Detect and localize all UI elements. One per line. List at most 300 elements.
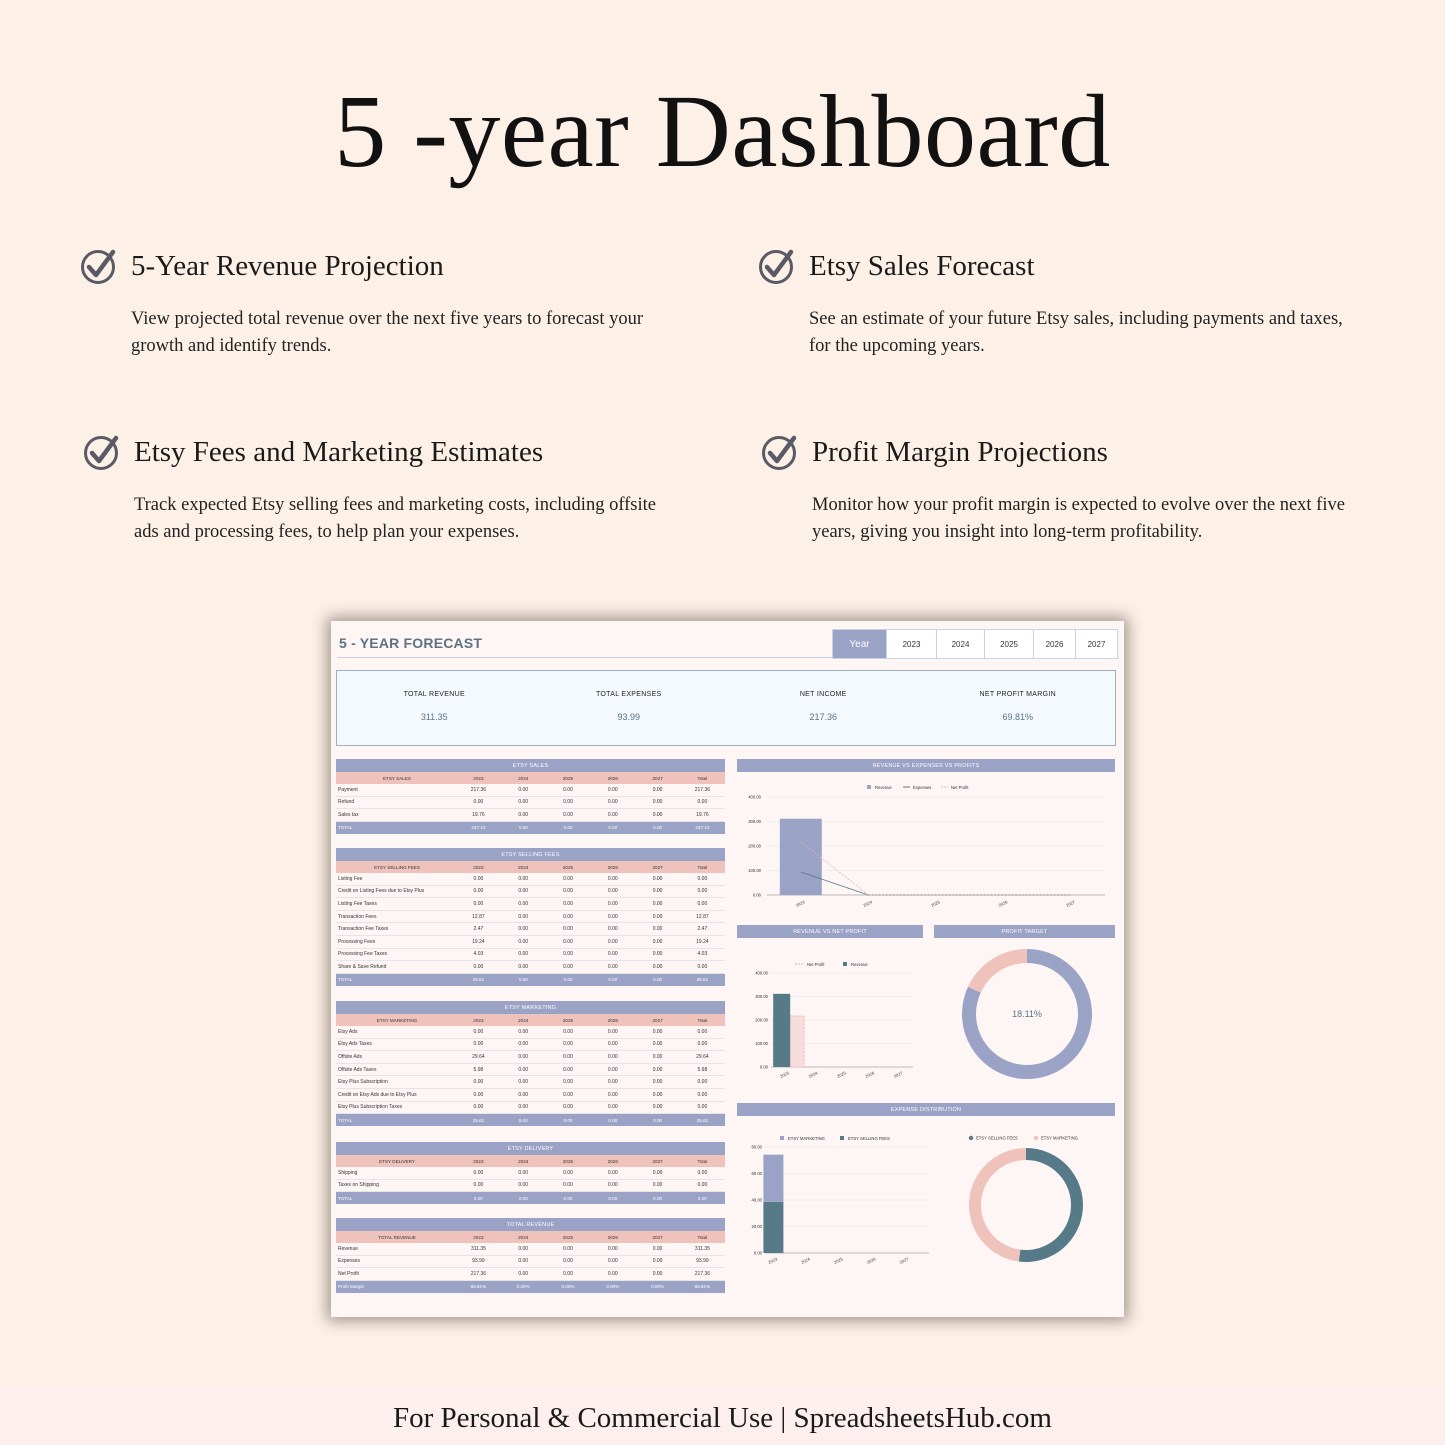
column-header: 2025 [562,864,574,870]
table-cell: 0.00 [518,913,529,920]
table-cell: 19.24 [472,938,485,945]
table-cell: 0.00 [473,799,484,806]
table-cell: 69.81% [694,1284,711,1290]
table-cell: 0.00 [697,1041,708,1048]
kpi-net-profit-margin [921,671,1116,745]
column-header: ETSY SALES [382,775,411,781]
table-row [336,784,725,797]
x-tick-label: 2027 [1065,899,1076,908]
table-cell: 0.00% [516,1284,530,1290]
table-row [336,1256,725,1269]
table-etsy-delivery [336,1142,725,1204]
table-cell: 0.00 [652,900,663,907]
table-cell: 0.00 [653,977,663,983]
chart-title-expense-distribution: EXPENSE DISTRIBUTION [737,1103,1115,1116]
tab-2026[interactable]: 2026 [1033,630,1075,658]
dashboard-screenshot [331,621,1124,1317]
tab-2023[interactable]: 2023 [886,630,936,658]
table-cell: 0.00 [518,1117,528,1123]
line-expenses [801,872,1071,895]
table-cell: 0.00 [607,1104,618,1111]
legend-swatch [843,962,847,966]
table-row [336,1026,725,1039]
y-tick-label: 100.00 [748,868,761,873]
table-cell: 93.99 [696,1258,709,1265]
row-label: Credit on Listing Fees due to Etsy Plus [338,888,425,895]
table-cell: 0.00 [563,1028,573,1035]
y-tick-label: 0.00 [752,892,761,898]
tab-year[interactable]: Year [833,630,886,658]
row-label: Etsy Plus Subscription [338,1079,388,1086]
table-cell: 0.00 [697,1169,708,1176]
table-cell: 0.00 [607,1169,618,1176]
table-cell: 0.00 [652,811,663,818]
table-cell: 0.00 [652,1041,663,1048]
table-cell: 0.00 [652,888,663,895]
table-cell: 0.00 [518,1066,529,1073]
table-cell: 0.00 [607,963,618,970]
table-cell: 0.00 [697,1104,708,1111]
row-label: Transaction Fee Taxes [338,926,389,933]
table-cell: 0.00 [518,938,529,945]
table-cell: 19.76 [696,811,709,818]
table-cell: 0.00 [652,963,663,970]
row-label: Payment [338,786,358,793]
check-circle-icon [760,432,800,472]
table-cell: 0.00 [607,1245,618,1252]
table-cell: 0.00 [653,825,663,831]
table-cell: 0.00 [652,1182,663,1189]
table-etsy-sales [336,759,725,834]
column-header: Total [697,864,708,870]
table-cell: 0.00 [563,1245,573,1252]
table-cell: 0.00 [563,1079,573,1086]
table-cell: 0.00 [518,1245,529,1252]
table-cell: 0.00 [473,900,484,907]
table-cell: 0.00 [652,1245,663,1252]
table-cell: 12.87 [472,913,485,920]
table-cell: 0.00 [697,1182,708,1189]
row-label: Credit on Etsy Ads due to Etsy Plus [338,1091,417,1098]
row-label: Etsy Plus Subscription Taxes [338,1104,403,1111]
table-cell: 0.00 [518,825,528,831]
table-cell: 0.00 [518,1079,529,1086]
legend-swatch [840,1136,844,1140]
row-label: Offsite Ads Taxes [338,1066,377,1073]
row-label: Sales tax [338,811,359,818]
table-cell: 0.00 [518,1104,529,1111]
legend-swatch [969,1136,973,1140]
kpi-net-income [726,671,921,745]
table-cell: 38.61 [472,977,485,983]
feature-title: Profit Margin Projections [812,435,1108,468]
table-total-row [336,1281,725,1293]
table-cell: 0.00 [518,1041,529,1048]
table-cell: 0.00 [518,926,529,933]
column-header: 2025 [562,775,574,781]
table-cell: 0.00 [563,888,573,895]
y-tick-label: 0.00 [753,1250,762,1256]
table-cell: 0.00 [607,951,618,958]
table-cell: 4.03 [697,951,708,958]
x-tick-label: 2023 [767,1256,779,1265]
column-header: 2025 [562,1017,574,1023]
x-tick-label: 2023 [794,899,806,908]
table-cell: 0.00 [652,1066,663,1073]
table-cell: 0.00 [652,1028,663,1035]
column-header: Total [697,775,708,781]
table-cell: 0.00 [563,1066,573,1073]
table-row [336,1102,725,1115]
table-cell: 0.00 [607,1053,618,1060]
table-total-row [336,1192,725,1204]
feature-revenue-projection [79,246,679,360]
table-header [336,861,725,873]
row-label: Share & Save Refund [338,963,387,970]
row-label: Processing Fees [338,938,376,945]
table-header [336,772,725,784]
table-cell: 0.00 [652,1258,663,1265]
table-row [336,1268,725,1281]
table-cell: 0.00 [563,1258,573,1265]
legend-label: ETSY MARKETING [1041,1135,1078,1141]
feature-title: Etsy Fees and Marketing Estimates [134,435,544,468]
row-label: Expenses [338,1258,360,1265]
table-cell: 5.98 [473,1066,484,1073]
y-tick-label: 200.00 [755,1017,768,1023]
table-title: ETSY SALES [336,759,725,772]
row-label: Etsy Ads [338,1028,358,1035]
table-cell: 0.00 [518,811,529,818]
table-cell: 0.00 [652,1091,663,1098]
column-header: 2025 [562,1158,574,1164]
feature-description: See an estimate of your future Etsy sales, including payments and taxes, for the upcoming years. [809,309,1343,356]
table-cell: 0.00 [652,913,663,920]
table-row [336,797,725,810]
x-tick-label: 2026 [997,899,1009,908]
table-row [336,949,725,962]
table-cell: 0.00 [518,963,529,970]
table-cell: 0.00 [607,888,618,895]
kpi-value: 217.36 [809,712,838,722]
table-total-row [336,1114,725,1126]
table-row [336,1089,725,1102]
column-header: 2023 [473,775,484,781]
table-row [336,898,725,911]
table-cell: 69.81% [470,1284,487,1290]
column-header: 2024 [518,1017,529,1023]
table-cell: 0.00 [473,1195,483,1201]
profit-target-chart [934,939,1115,1089]
table-cell: 0.00 [607,1182,618,1189]
table-cell: 0.00 [518,951,529,958]
column-header: 2024 [518,1234,529,1240]
column-header: TOTAL REVENUE [378,1234,416,1240]
legend-swatch [780,1136,784,1140]
row-label: Offsite Ads [338,1053,363,1060]
table-cell: 0.00 [518,900,529,907]
table-cell: 0.00 [652,799,663,806]
table-cell: 29.64 [696,1053,709,1060]
table-cell: 0.00 [563,1041,573,1048]
dashboard-title: 5 - YEAR FORECAST [339,635,483,651]
table-cell: 0.00 [473,1041,484,1048]
table-cell: 0.00 [697,1195,707,1201]
table-row [336,1051,725,1064]
table-cell: 0.00 [697,900,708,907]
table-cell: 0.00 [608,1195,618,1201]
table-row [336,1243,725,1256]
column-header: 2026 [607,1234,618,1240]
table-cell: 0.00 [652,875,663,882]
x-tick-label: 2025 [833,1256,844,1265]
column-header: 2023 [473,1234,484,1240]
table-cell: 0.00 [563,1091,573,1098]
table-cell: 0.00 [473,888,484,895]
table-cell: 0.00 [473,1169,484,1176]
table-cell: 0.00 [607,926,618,933]
kpi-value: 93.99 [617,712,641,722]
table-cell: 0.00 [607,900,618,907]
table-cell: 0.00 [473,1104,484,1111]
column-header: 2027 [652,1158,663,1164]
table-cell: 0.00 [652,938,663,945]
row-label: Etsy Ads Taxes [338,1041,372,1048]
table-etsy-selling-fees [336,848,725,986]
table-cell: 0.00 [473,1028,484,1035]
line-net-profit [801,842,1071,895]
table-cell: 0.00 [563,786,573,793]
table-cell: 0.00 [607,1091,618,1098]
column-header: ETSY SELLING FEES [374,864,420,870]
column-header: ETSY MARKETING [376,1017,418,1023]
table-cell: 0.00 [607,1066,618,1073]
table-title: ETSY SELLING FEES [336,848,725,861]
table-cell: 0.00 [473,1079,484,1086]
table-cell: 0.00 [518,1091,529,1098]
chart-title-rev-exp-profit: REVENUE VS EXPENSES VS PROFITS [737,759,1115,772]
kpi-value: 311.35 [420,712,448,722]
donut-center-label: 18.11% [1012,1009,1042,1019]
table-cell: 311.35 [694,1245,710,1252]
table-header [336,1231,725,1243]
row-label: TOTAL [338,977,353,983]
bar-marketing [763,1155,783,1202]
table-cell: 0.00 [563,1195,573,1201]
table-cell: 0.00% [651,1284,665,1290]
tab-2024[interactable]: 2024 [936,630,984,658]
kpi-label: NET INCOME [799,691,847,698]
column-header: 2026 [607,864,618,870]
table-cell: 217.36 [470,786,487,793]
table-cell: 35.62 [696,1117,709,1123]
table-cell: 0.00 [518,1053,529,1060]
x-tick-label: 2023 [779,1070,790,1079]
table-cell: 19.24 [696,938,709,945]
tab-2027[interactable]: 2027 [1075,630,1117,658]
y-tick-label: 300.00 [748,819,761,824]
row-label: TOTAL [338,825,353,831]
kpi-label: NET PROFIT MARGIN [979,691,1056,698]
feature-description: Track expected Etsy selling fees and marketing costs, including offsite ads and processing fees, to help plan your expenses. [134,495,656,542]
y-tick-label: 300.00 [755,994,768,999]
table-cell: 0.00 [697,888,708,895]
page-title: 5 -year Dashboard [334,74,1111,189]
legend-swatch [867,785,871,789]
legend-label: Expenses [913,785,932,790]
table-cell: 0.00 [607,1270,618,1277]
feature-description: Monitor how your profit margin is expected to evolve over the next five years, giving you insight into long-term profitability. [812,495,1345,542]
table-cell: 0.00 [563,1053,573,1060]
y-tick-label: 20.00 [751,1224,762,1229]
table-cell: 0.00 [563,1270,573,1277]
feature-title: 5-Year Revenue Projection [131,249,444,282]
table-row [336,1180,725,1193]
column-header: 2027 [652,1234,663,1240]
table-cell: 93.99 [472,1258,485,1265]
x-tick-label: 2025 [836,1070,847,1079]
table-cell: 5.98 [697,1066,708,1073]
table-etsy-marketing [336,1001,725,1126]
table-cell: 0.00 [653,1195,663,1201]
table-cell: 0.00 [652,951,663,958]
donut-slice [968,949,1027,993]
table-cell: 0.00 [607,938,618,945]
table-title: ETSY MARKETING [336,1001,725,1014]
y-tick-label: 80.00 [751,1144,762,1150]
table-cell: 0.00 [563,951,573,958]
column-header: 2026 [607,775,618,781]
kpi-label: TOTAL REVENUE [403,691,465,698]
x-tick-label: 2026 [864,1070,876,1079]
table-cell: 217.36 [694,1270,711,1277]
table-cell: 0.00 [563,799,573,806]
table-cell: 2.47 [473,926,484,933]
legend-label: Revenue [851,962,868,967]
table-cell: 0.00 [518,875,529,882]
expense-distribution-bar-chart [737,1117,933,1277]
table-cell: 217.36 [470,1270,487,1277]
table-cell: 0.00 [563,900,573,907]
table-cell: 0.00 [652,786,663,793]
table-cell: 0.00 [473,1182,484,1189]
footer-text: For Personal & Commercial Use | SpreadsheetsHub.com [0,1388,1445,1445]
kpi-label: TOTAL EXPENSES [595,691,662,698]
column-header: 2024 [518,864,529,870]
table-cell: 0.00 [563,926,573,933]
table-cell: 0.00 [563,1104,573,1111]
table-cell: 0.00 [607,811,618,818]
table-cell: 0.00 [608,825,618,831]
y-tick-label: 400.00 [755,970,768,976]
legend-label: Net Profit [951,785,969,790]
legend-swatch [1034,1136,1038,1140]
kpi-value: 69.81% [1002,712,1034,722]
legend-label: Net Profit [807,962,825,967]
table-cell: 0.00% [561,1284,575,1290]
table-cell: 0.00 [563,938,573,945]
table-row [336,911,725,924]
tab-2025[interactable]: 2025 [984,630,1033,658]
column-header: 2023 [473,1017,484,1023]
row-label: Revenue [338,1245,359,1252]
table-cell: 0.00 [607,875,618,882]
table-cell: 0.00 [518,786,529,793]
table-cell: 0.00 [563,1182,573,1189]
column-header: 2027 [652,775,663,781]
table-cell: 38.61 [696,977,709,983]
table-cell: 0.00 [652,1053,663,1060]
table-cell: 0.00 [697,1079,708,1086]
table-cell: 311.35 [470,1245,486,1252]
legend-label: Revenue [875,785,892,790]
table-cell: 4.03 [473,951,484,958]
x-tick-label: 2024 [807,1070,819,1079]
table-cell: 0.00 [652,1270,663,1277]
table-title: ETSY DELIVERY [336,1142,725,1155]
table-title: TOTAL REVENUE [336,1218,725,1231]
table-row [336,1076,725,1089]
table-cell: 0.00 [518,1169,529,1176]
y-tick-label: 100.00 [755,1041,768,1046]
row-label: Net Profit [338,1270,359,1277]
table-cell: 12.87 [696,913,709,920]
column-header: Total [697,1017,708,1023]
table-row [336,886,725,899]
table-cell: 0.00 [518,888,529,895]
table-row [336,1039,725,1052]
row-label: Processing Fee Taxes [338,951,388,958]
revenue-expenses-profits-chart [737,773,1115,913]
row-label: Listing Fee Taxes [338,900,377,907]
table-cell: 0.00 [607,1041,618,1048]
table-cell: 0.00 [652,1079,663,1086]
table-cell: 0.00 [473,875,484,882]
x-tick-label: 2026 [865,1256,877,1265]
column-header: 2027 [652,1017,663,1023]
column-header: Total [697,1158,708,1164]
table-cell: 237.12 [471,825,486,831]
table-cell: 0.00 [563,977,573,983]
table-row [336,923,725,936]
feature-description: View projected total revenue over the next five years to forecast your growth and identify trends. [131,309,644,356]
table-header [336,1155,725,1167]
table-cell: 19.76 [472,811,485,818]
table-total-row [336,974,725,986]
donut-slice [1019,1148,1083,1262]
legend-label: ETSY SELLING FEES [976,1135,1018,1141]
table-total-row [336,822,725,834]
table-cell: 0.00 [518,1258,529,1265]
column-header: 2026 [607,1017,618,1023]
table-row [336,961,725,974]
table-cell: 0.00 [607,1258,618,1265]
table-cell: 0.00 [518,1195,528,1201]
column-header: ETSY DELIVERY [379,1158,415,1164]
feature-profit-margin [760,432,1360,546]
table-cell: 0.00 [518,1182,529,1189]
y-tick-label: 60.00 [751,1171,762,1176]
x-tick-label: 2025 [930,899,941,908]
table-cell: 35.62 [472,1117,485,1123]
table-cell: 0.00 [563,1117,573,1123]
feature-title: Etsy Sales Forecast [809,249,1035,282]
legend-label: ETSY SELLING FEES [848,1136,890,1141]
revenue-vs-net-profit-chart [737,939,923,1081]
table-cell: 0.00 [697,875,708,882]
kpi-total-expenses [532,671,727,745]
row-label: Shipping [338,1169,358,1176]
